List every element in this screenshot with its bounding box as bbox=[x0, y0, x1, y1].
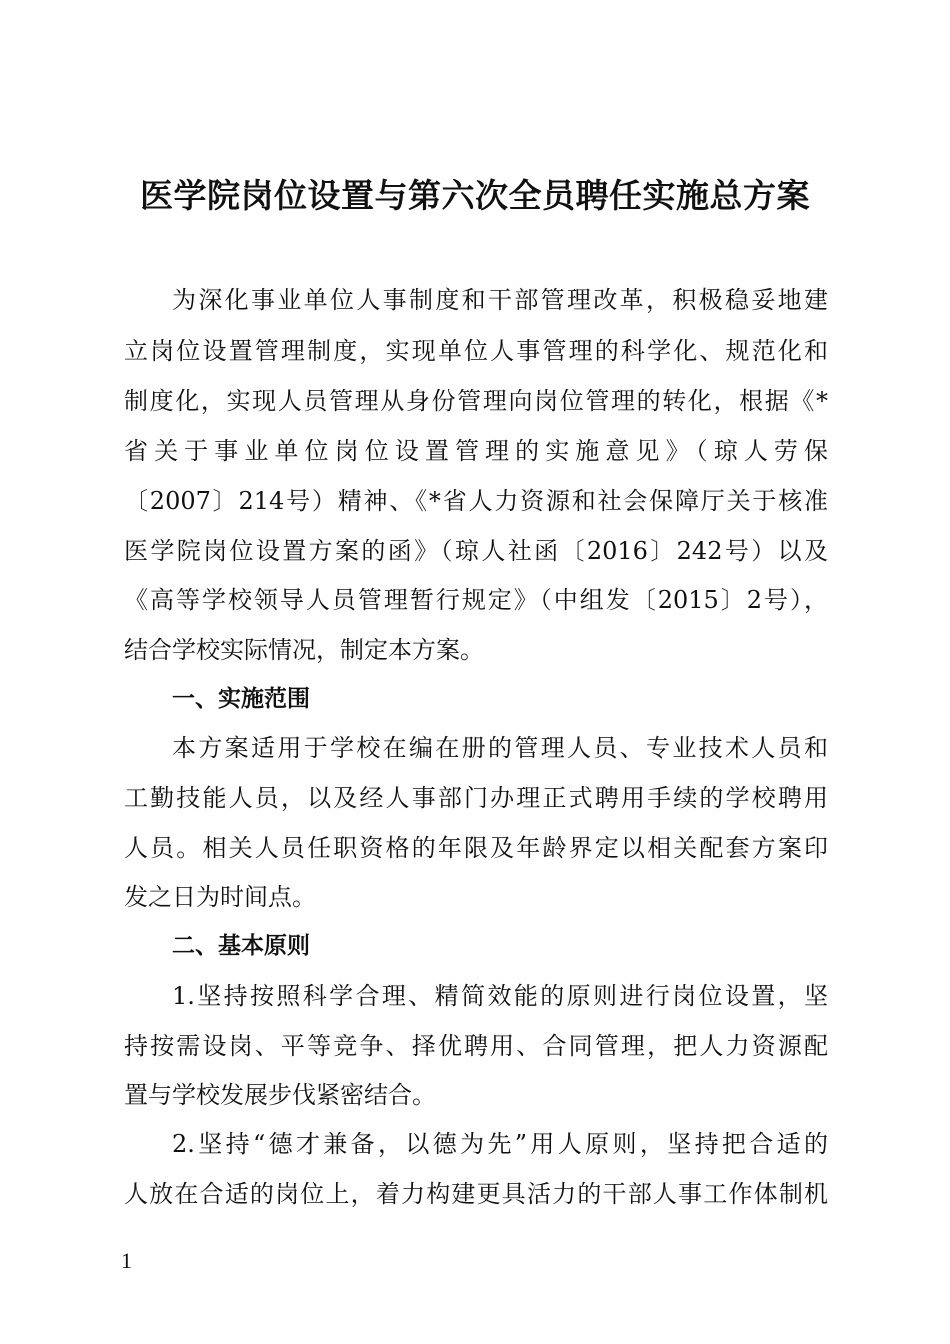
scope-line: 工勤技能人员，以及经人事部门办理正式聘用手续的学校聘用 bbox=[124, 784, 828, 812]
intro-line: 为深化事业单位人事制度和干部管理改革，积极稳妥地建 bbox=[172, 286, 828, 314]
intro-line: 省关于事业单位岗位设置管理的实施意见》（琼人劳保 bbox=[124, 437, 828, 465]
section-heading-principles: 二、基本原则 bbox=[172, 933, 310, 959]
principle-line: 1.坚持按照科学合理、精简效能的原则进行岗位设置，坚 bbox=[172, 982, 828, 1010]
intro-line: 医学院岗位设置方案的函》（琼人社函〔2016〕242号）以及 bbox=[124, 537, 828, 565]
principle-line: 持按需设岗、平等竞争、择优聘用、合同管理，把人力资源配 bbox=[124, 1032, 828, 1060]
principle-line: 人放在合适的岗位上，着力构建更具活力的干部人事工作体制机 bbox=[124, 1180, 828, 1208]
section-heading-scope: 一、实施范围 bbox=[172, 686, 310, 712]
document-title: 医学院岗位设置与第六次全员聘任实施总方案 bbox=[140, 176, 810, 215]
page-number: 1 bbox=[121, 1248, 132, 1273]
scope-line: 人员。相关人员任职资格的年限及年龄界定以相关配套方案印 bbox=[124, 834, 828, 862]
intro-line: 《高等学校领导人员管理暂行规定》（中组发〔2015〕2号）， bbox=[124, 586, 828, 614]
intro-line: 立岗位设置管理制度，实现单位人事管理的科学化、规范化和 bbox=[124, 337, 828, 365]
scope-line: 发之日为时间点。 bbox=[124, 883, 316, 911]
intro-line: 〔2007〕214号）精神、《*省人力资源和社会保障厅关于核准 bbox=[124, 487, 828, 515]
intro-line: 制度化，实现人员管理从身份管理向岗位管理的转化，根据《* bbox=[124, 387, 828, 415]
principle-line: 置与学校发展步伐紧密结合。 bbox=[124, 1081, 436, 1109]
principle-line: 2.坚持“德才兼备，以德为先”用人原则，坚持把合适的 bbox=[172, 1130, 828, 1158]
intro-line: 结合学校实际情况，制定本方案。 bbox=[124, 636, 484, 664]
scope-line: 本方案适用于学校在编在册的管理人员、专业技术人员和 bbox=[172, 734, 828, 762]
